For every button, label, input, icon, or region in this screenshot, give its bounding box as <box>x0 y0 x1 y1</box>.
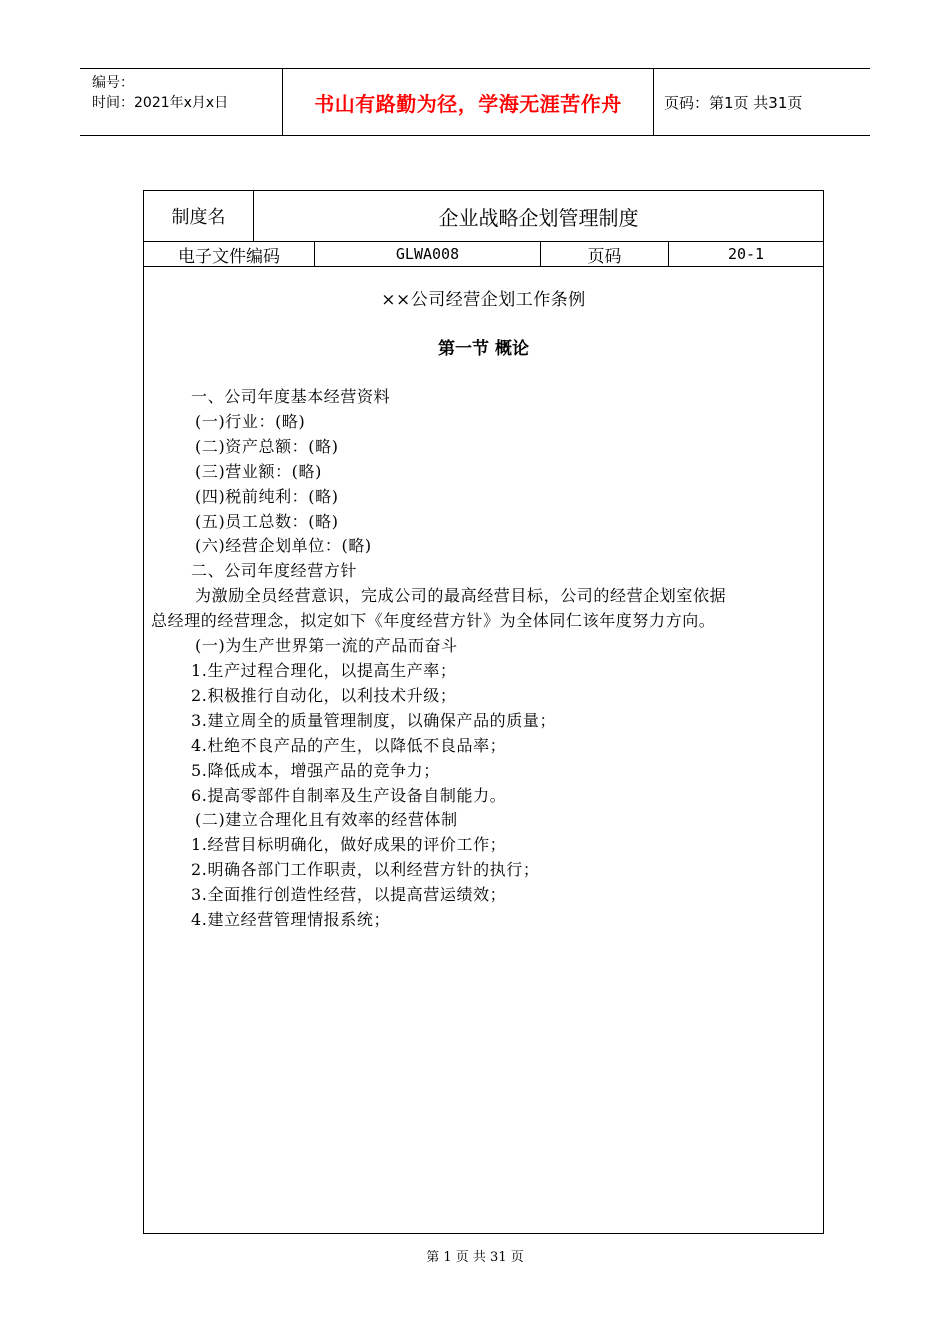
list-item: 2.明确各部门工作职责，以利经营方针的执行； <box>191 860 540 880</box>
heading-line: 一、公司年度基本经营资料 <box>191 387 391 406</box>
document-title: ××公司经营企划工作条例 <box>381 290 586 310</box>
document-header <box>80 68 870 136</box>
regulation-name-label: 制度名 <box>144 191 254 241</box>
list-item: 3.全面推行创造性经营，以提高营运绩效； <box>191 885 507 905</box>
body-content <box>151 385 806 933</box>
list-item: 1.经营目标明确化，做好成果的评价工作； <box>191 835 507 855</box>
paragraph-line: 为激励全员经营意识，完成公司的最高经营目标，公司的经营企划室依据 <box>195 586 727 606</box>
heading-line: 二、公司年度经营方针 <box>191 561 358 581</box>
list-item: 6.提高零部件自制率及生产设备自制能力。 <box>191 785 507 805</box>
subheading-line: (二)建立合理化且有效率的经营体制 <box>195 810 458 830</box>
list-item: (五)员工总数：(略) <box>195 511 339 531</box>
list-item: 2.积极推行自动化，以利技术升级； <box>191 685 457 705</box>
page-label: 页码 <box>541 242 669 266</box>
page-value: 20-1 <box>727 245 765 263</box>
header-page-info: 页码：第1页 共31页 <box>664 93 803 112</box>
number-label: 编号： <box>92 75 134 91</box>
list-item: 1.生产过程合理化，以提高生产率； <box>191 660 457 680</box>
file-code-label: 电子文件编码 <box>144 242 315 266</box>
list-item: (一)行业：(略) <box>195 411 306 431</box>
list-item: 4.建立经营管理情报系统； <box>191 910 391 930</box>
list-item: 5.降低成本，增强产品的竞争力； <box>191 760 440 780</box>
file-code-value: GLWA008 <box>315 242 541 266</box>
list-item: (三)营业额：(略) <box>195 461 322 481</box>
form-meta-row <box>144 242 823 267</box>
page-footer: 第 1 页 共 31 页 <box>426 1250 524 1265</box>
motto-banner: 书山有路勤为径，学海无涯苦作舟 <box>282 69 654 135</box>
section-title: 第一节 概论 <box>438 339 529 359</box>
header-meta <box>80 69 282 135</box>
list-item: (四)税前纯利：(略) <box>195 486 339 506</box>
time-label: 时间：2021年x月x日 <box>92 95 229 111</box>
list-item: 4.杜绝不良产品的产生，以降低不良品率； <box>191 735 507 755</box>
regulation-name-value: 企业战略企划管理制度 <box>438 205 639 230</box>
list-item: (六)经营企划单位：(略) <box>195 536 372 556</box>
list-item: (二)资产总额：(略) <box>195 436 339 456</box>
list-item: 3.建立周全的质量管理制度，以确保产品的质量； <box>191 710 557 730</box>
regulation-form <box>143 190 824 1234</box>
paragraph-line: 总经理的经营理念，拟定如下《年度经营方针》为全体同仁该年度努力方向。 <box>151 611 716 631</box>
subheading-line: (一)为生产世界第一流的产品而奋斗 <box>195 636 458 656</box>
form-title-row <box>144 191 823 242</box>
